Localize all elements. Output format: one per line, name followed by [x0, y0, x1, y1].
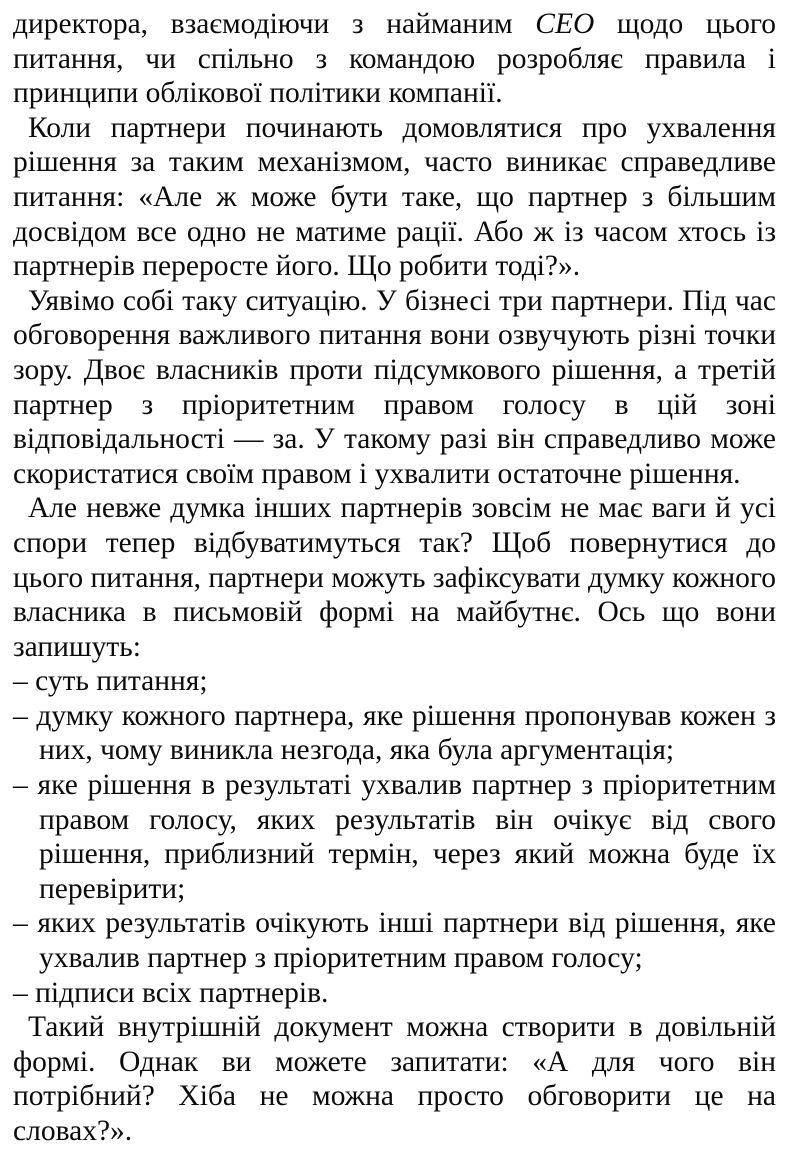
- list-item-final-decision: [13, 768, 776, 906]
- dash-marker: –: [13, 976, 28, 1009]
- list-item-essence: [13, 664, 776, 699]
- paragraph-partners-agreement: Коли партнери починають домовлятися про ухвалення рішення за таким механізмом, часто виникає справедливе питання: «Але ж може бути таке, що партнер з більшим досвідом все одно не матиме рації. Або ж із часом хтось із партнерів переросте його. Що робити тоді?».: [13, 111, 776, 283]
- dash-marker: –: [13, 665, 28, 698]
- paragraph-continuation-text-end: щодо цього питання, чи спільно з командою розробляє правила і принципи облікової політики компанії.: [13, 8, 777, 110]
- paragraph-three-partners-example: Уявімо собі таку ситуацію. У бізнесі три партнери. Під час обговорення важливого питання вони озвучують різні точки зору. Двоє власників проти підсумкового рішення, а третій партнер з пріоритетним правом голосу в цій зоні відповідальності — за. У такому разі він справедливо може скористатися своїм правом і ухвалити остаточне рішення.: [13, 284, 776, 490]
- paragraph-continuation-text-start: директора, взаємодіючи з найманим: [13, 8, 536, 40]
- list-item-expected-results: [13, 906, 776, 975]
- list-item-signatures: [13, 976, 776, 1011]
- bullet-list: [13, 664, 776, 1010]
- paragraph-continuation: [13, 7, 776, 111]
- list-item-text: суть питання;: [35, 665, 208, 698]
- list-item-text: яке рішення в результаті ухвалив партнер з пріоритетним правом голосу, яких результатів він очікує від свого рішення, приблизний термін, через який можна буде їх перевірити;: [37, 769, 776, 905]
- dash-marker: –: [13, 769, 28, 802]
- dash-marker: –: [13, 699, 28, 732]
- list-item-text: думку кожного партнера, яке рішення пропонував кожен з них, чому виникла незгода, яка була аргументація;: [36, 699, 777, 767]
- paragraph-record-opinions: Але невже думка інших партнерів зовсім не має ваги й усі спори тепер відбуватимуться так? Щоб повернутися до цього питання, партнери можуть зафіксувати думку кожного власника в письмовій формі на майбутнє. Ось що вони запишуть:: [13, 492, 776, 663]
- list-item-text: підписи всіх партнерів.: [35, 976, 329, 1009]
- dash-marker: –: [13, 907, 28, 940]
- list-item-opinions: [13, 699, 776, 768]
- list-item-text: яких результатів очікують інші партнери від рішення, яке ухвалив партнер з пріоритетним правом голосу;: [37, 907, 777, 975]
- paragraph-internal-document: Такий внутрішній документ можна створити в довільній формі. Однак ви можете запитати: «А для чого він потрібний? Хіба не можна просто обговорити це на словах?».: [13, 1011, 776, 1147]
- ceo-italic-term: CEO: [535, 8, 595, 40]
